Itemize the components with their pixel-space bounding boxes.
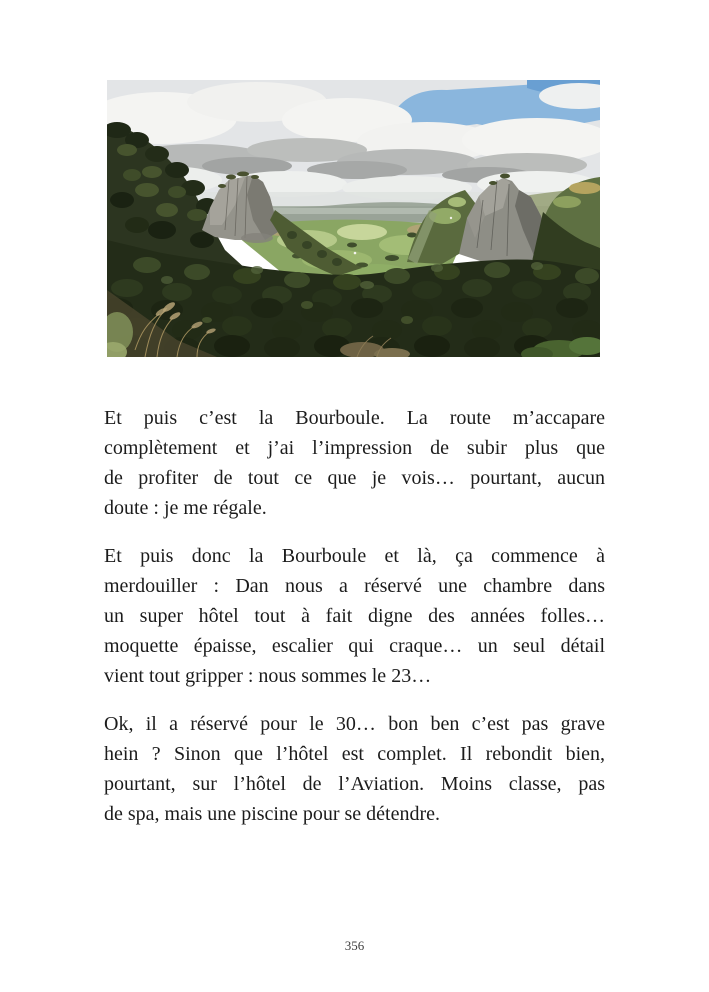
- text-line: doute : je me régale.: [104, 497, 267, 519]
- landscape-photo: [107, 80, 600, 357]
- text-line: un super hôtel tout à fait digne des années folles…: [104, 605, 605, 627]
- text-line: hein ? Sinon que l’hôtel est complet. Il rebondit bien,: [104, 743, 605, 765]
- text-line: de spa, mais une piscine pour se détendre.: [104, 803, 441, 825]
- paragraph: [104, 541, 605, 691]
- text-line: pourtant, sur l’hôtel de l’Aviation. Moins classe, pas: [104, 773, 605, 795]
- text-line: complètement et j’ai l’impression de subir plus que: [104, 437, 605, 459]
- page-number: 356: [344, 938, 365, 953]
- paragraph: [104, 403, 605, 523]
- text-line: de profiter de tout ce que je vois… pourtant, aucun: [104, 467, 605, 489]
- text-line: merdouiller : Dan nous a réservé une chambre dans: [104, 575, 605, 597]
- text-line: moquette épaisse, escalier qui craque… un seul détail: [104, 635, 605, 657]
- text-line: Et puis c’est la Bourboule. La route m’accapare: [104, 407, 605, 429]
- paragraph: [104, 709, 605, 829]
- text-line: Ok, il a réservé pour le 30… bon ben c’est pas grave: [104, 713, 605, 735]
- body-text: [104, 403, 605, 847]
- text-line: vient tout gripper : nous sommes le 23…: [104, 665, 432, 687]
- landscape-photo-graphic: [107, 80, 600, 357]
- text-line: Et puis donc la Bourboule et là, ça commence à: [104, 545, 605, 567]
